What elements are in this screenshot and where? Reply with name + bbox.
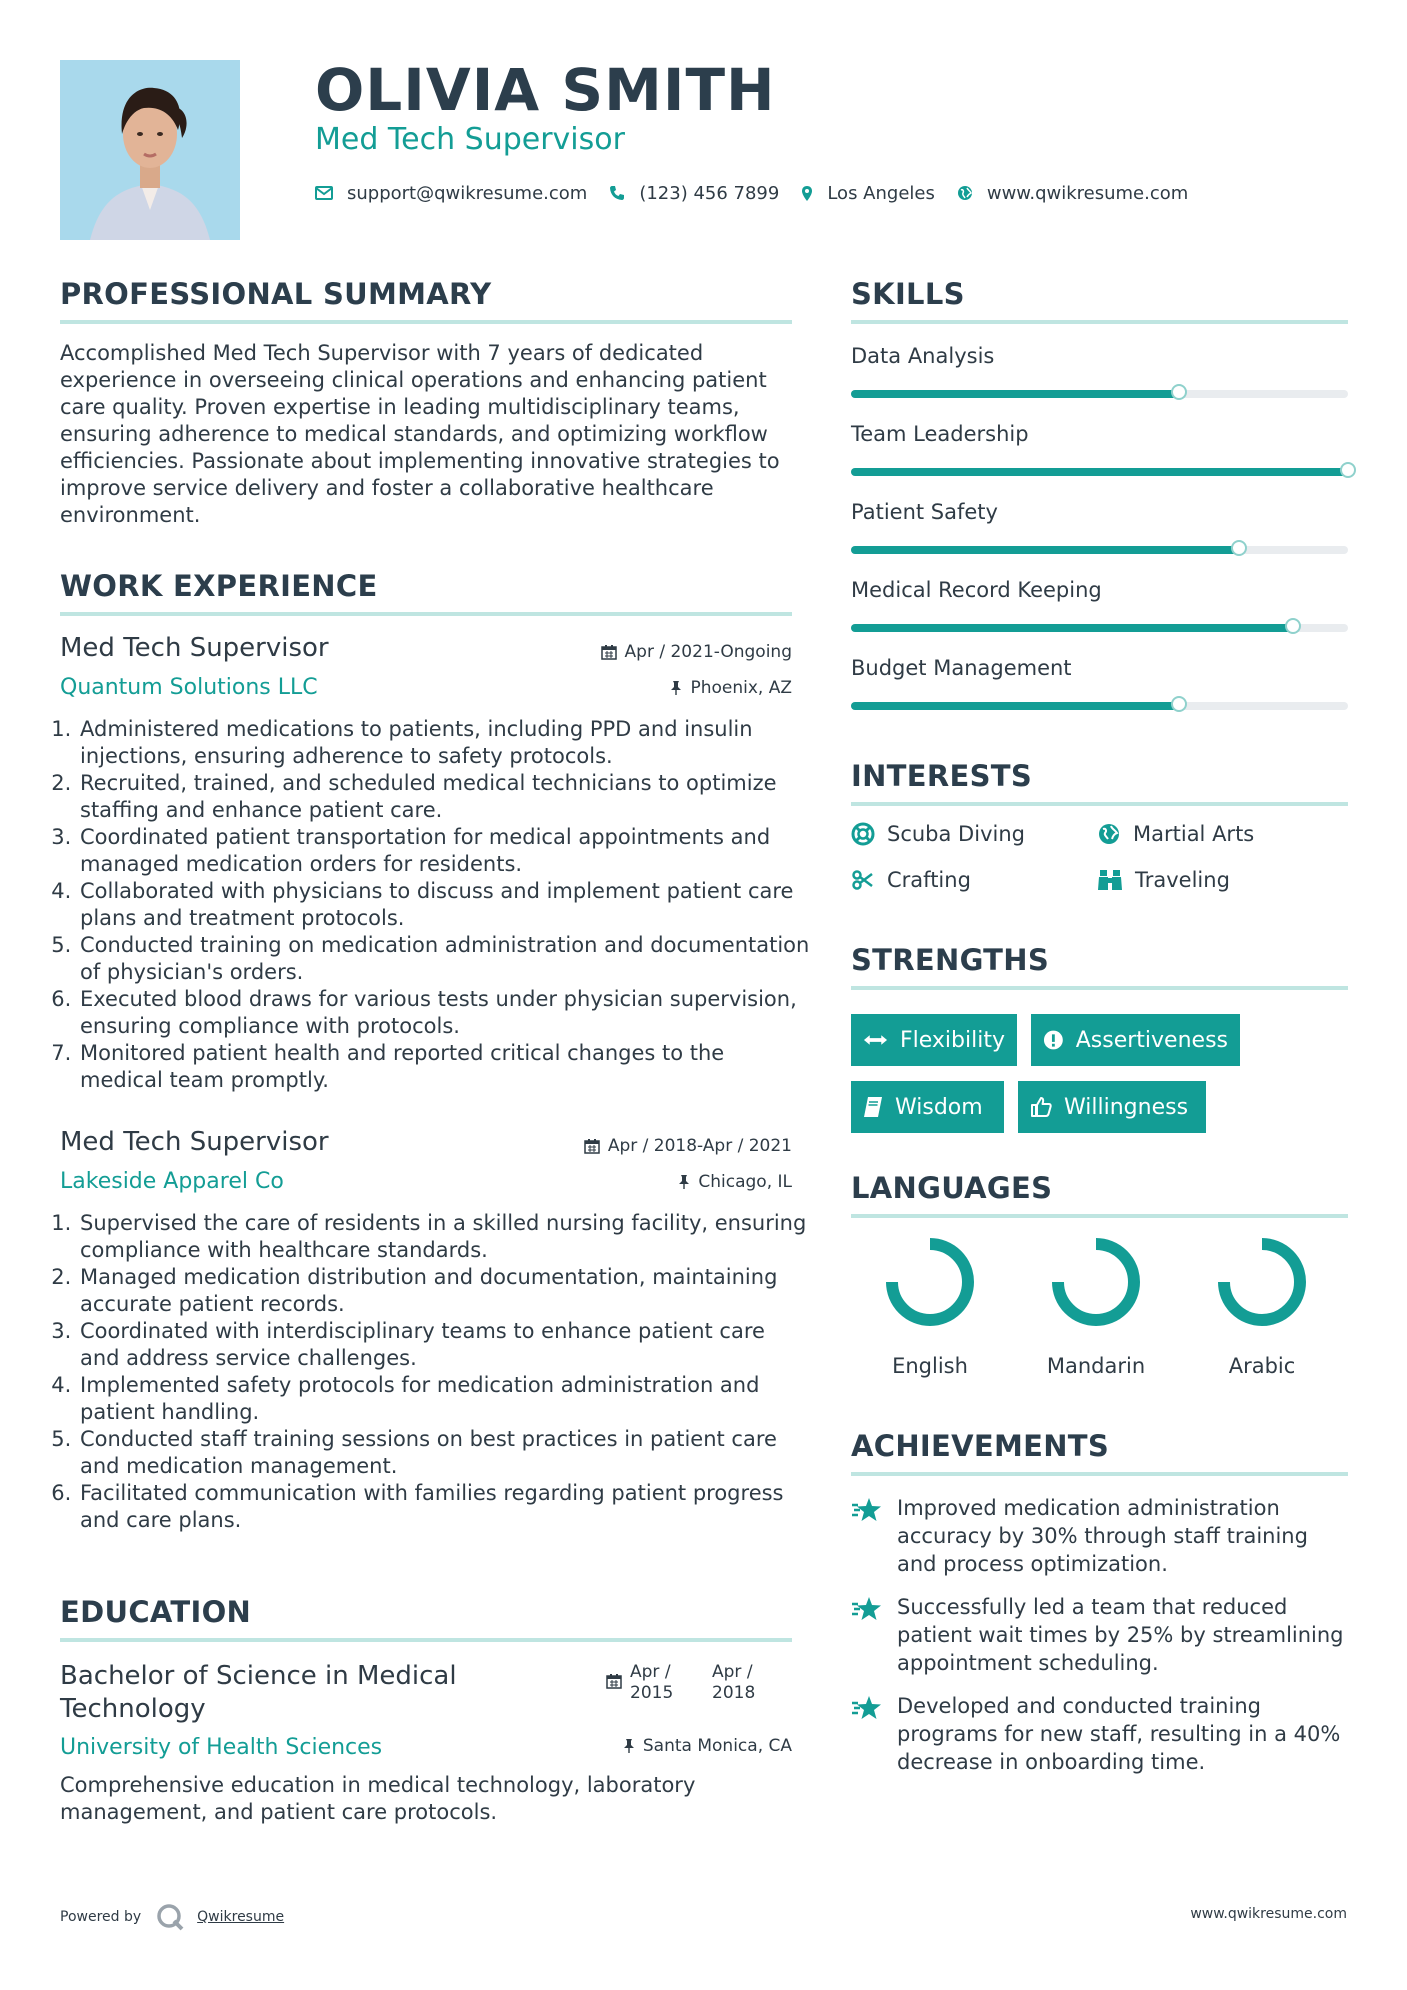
language-ring-mandarin — [1058, 1244, 1134, 1320]
strengths-heading: STRENGTHS — [851, 943, 1050, 977]
website-text: www.qwikresume.com — [986, 182, 1189, 204]
work-divider — [60, 612, 792, 616]
email-text: support@qwikresume.com — [347, 182, 588, 204]
skill-label: Budget Management — [851, 656, 1072, 680]
star-icon — [851, 1595, 883, 1623]
achievement-item — [851, 1593, 1351, 1677]
company-name: Lakeside Apparel Co — [60, 1169, 284, 1194]
skill-label: Data Analysis — [851, 344, 995, 368]
contact-email[interactable] — [315, 183, 587, 204]
qwikresume-logo-icon — [155, 1902, 185, 1932]
language-label: Arabic — [1228, 1354, 1296, 1378]
skill-bar-fill — [851, 390, 1179, 398]
envelope-icon — [315, 186, 333, 200]
skill-bar — [851, 546, 1348, 554]
list-item: 6. Executed blood draws for various tests under physician supervision, ensuring compliance with protocols. — [78, 986, 810, 1040]
skill-bar-fill — [851, 702, 1179, 710]
calendar-icon — [601, 644, 617, 660]
skills-heading: SKILLS — [851, 277, 965, 311]
skill-bar — [851, 468, 1348, 476]
strength-label: Assertiveness — [1075, 1027, 1228, 1053]
list-item: 6. Facilitated communication with families regarding patient progress and care plans. — [78, 1480, 810, 1534]
interest-label: Crafting — [887, 868, 971, 892]
interest-item-scuba — [851, 822, 1025, 846]
education-start — [630, 1662, 688, 1704]
summary-heading: PROFESSIONAL SUMMARY — [60, 277, 492, 311]
list-item: 1. Administered medications to patients, including PPD and insulin injections, ensuring adherence to safety protocols. — [78, 716, 810, 770]
qwikresume-link[interactable]: Qwikresume — [197, 1909, 285, 1925]
powered-by-text: Powered by — [60, 1909, 142, 1925]
language-ring-english — [892, 1244, 968, 1320]
skills-divider — [851, 320, 1348, 324]
job-title: Med Tech Supervisor — [60, 1127, 329, 1157]
skill-bar-knob — [1171, 384, 1187, 400]
phone-icon — [609, 185, 625, 201]
scissors-icon — [851, 868, 875, 892]
skill-label: Team Leadership — [851, 422, 1029, 446]
summary-text: Accomplished Med Tech Supervisor with 7 years of dedicated experience in overseeing clinical operations and enhancing patient care quality. Proven expertise in leading multidisciplinary teams, ensuring adherence to medical standards, and optimizing workflow efficiencies. Passionate about implementing innovative strategies to improve service delivery and foster a collaborative healthcare environment. — [60, 341, 780, 527]
education-end-year: 2018 — [712, 1683, 756, 1703]
list-item: 5. Conducted training on medication administration and documentation of physician's orders. — [78, 932, 810, 986]
achievement-text: Successfully led a team that reduced patient wait times by 25% by streamlining appointment scheduling. — [897, 1595, 1344, 1675]
job-title: Med Tech Supervisor — [60, 633, 329, 663]
job-location-text: Chicago, IL — [698, 1172, 792, 1192]
education-heading: EDUCATION — [60, 1595, 252, 1629]
list-item: 5. Conducted staff training sessions on best practices in patient care and medication management. — [78, 1426, 810, 1480]
list-item: 2. Recruited, trained, and scheduled medical technicians to optimize staffing and enhance patient care. — [78, 770, 810, 824]
skill-label: Medical Record Keeping — [851, 578, 1102, 602]
achievement-item — [851, 1494, 1351, 1578]
education-end — [712, 1662, 755, 1704]
language-rings — [850, 1236, 1350, 1346]
education-start-month: Apr / — [630, 1662, 671, 1682]
education-location — [623, 1736, 792, 1756]
degree-title: Bachelor of Science in Medical Technology — [60, 1661, 457, 1724]
achievement-text: Developed and conducted training programs for new staff, resulting in a 40% decrease in onboarding time. — [897, 1694, 1341, 1774]
job-dates-text: Apr / 2018-Apr / 2021 — [607, 1136, 792, 1156]
strength-badge-assertiveness — [1031, 1014, 1240, 1066]
skill-bar-knob — [1340, 462, 1356, 478]
strength-badge-willingness — [1018, 1081, 1206, 1133]
summary-divider — [60, 320, 792, 324]
portrait-image — [60, 60, 240, 240]
interest-label: Martial Arts — [1133, 822, 1255, 846]
skill-bar — [851, 702, 1348, 710]
interest-item-crafting — [851, 868, 971, 892]
education-end-month: Apr / — [712, 1662, 753, 1682]
strength-badge-wisdom — [851, 1081, 1004, 1133]
company-name: Quantum Solutions LLC — [60, 675, 318, 700]
achievement-item — [851, 1692, 1351, 1776]
job-duties-list — [60, 1210, 810, 1534]
skill-bar-fill — [851, 624, 1293, 632]
interest-label: Scuba Diving — [887, 822, 1025, 846]
footer-powered-by — [60, 1902, 284, 1932]
achievements-divider — [851, 1472, 1348, 1476]
school-name: University of Health Sciences — [60, 1735, 383, 1760]
interest-item-traveling — [1097, 868, 1230, 892]
job-location — [670, 678, 792, 698]
interest-label: Traveling — [1135, 868, 1230, 892]
list-item: 4. Collaborated with physicians to discuss and implement patient care plans and treatment protocols. — [78, 878, 810, 932]
list-item: 3. Coordinated patient transportation for medical appointments and managed medication orders for residents. — [78, 824, 810, 878]
interests-heading: INTERESTS — [851, 759, 1033, 793]
book-icon — [863, 1096, 883, 1118]
globe-icon — [1097, 822, 1121, 846]
pin-icon — [670, 680, 682, 696]
skill-bar-knob — [1285, 618, 1301, 634]
job-dates-text: Apr / 2021-Ongoing — [624, 642, 792, 662]
footer-website[interactable]: www.qwikresume.com — [1190, 1906, 1347, 1922]
thumbs-up-icon — [1030, 1096, 1052, 1118]
map-marker-icon — [801, 185, 813, 202]
interest-item-martial-arts — [1097, 822, 1254, 846]
job-location — [678, 1172, 792, 1192]
pin-icon — [678, 1174, 690, 1190]
job-location-text: Phoenix, AZ — [690, 678, 792, 698]
contact-website[interactable] — [957, 183, 1188, 204]
strengths-divider — [851, 986, 1348, 990]
phone-text: (123) 456 7899 — [639, 182, 780, 204]
interests-divider — [851, 802, 1348, 806]
language-ring-arabic — [1224, 1244, 1300, 1320]
star-icon — [851, 1694, 883, 1722]
job-duties-list — [60, 716, 810, 1094]
education-divider — [60, 1638, 792, 1642]
education-dates — [606, 1662, 755, 1704]
skill-bar-knob — [1231, 540, 1247, 556]
strength-label: Wisdom — [895, 1094, 983, 1120]
strength-label: Willingness — [1064, 1094, 1189, 1120]
education-location-text: Santa Monica, CA — [642, 1736, 792, 1756]
globe-icon — [957, 185, 973, 201]
candidate-name: OLIVIA SMITH — [315, 56, 776, 124]
list-item: 2. Managed medication distribution and documentation, maintaining accurate patient records. — [78, 1264, 810, 1318]
calendar-icon — [584, 1138, 600, 1154]
strength-label: Flexibility — [900, 1027, 1005, 1053]
candidate-role: Med Tech Supervisor — [315, 122, 625, 157]
calendar-icon — [606, 1673, 622, 1689]
education-description: Comprehensive education in medical technology, laboratory management, and patient care protocols. — [60, 1773, 696, 1824]
star-icon — [851, 1496, 883, 1524]
achievements-heading: ACHIEVEMENTS — [851, 1429, 1110, 1463]
arrows-horizontal-icon — [863, 1033, 888, 1047]
list-item: 4. Implemented safety protocols for medication administration and patient handling. — [78, 1372, 810, 1426]
list-item: 7. Monitored patient health and reported critical changes to the medical team promptly. — [78, 1040, 810, 1094]
skill-bar-fill — [851, 468, 1348, 476]
job-dates — [584, 1136, 792, 1156]
contact-bar — [315, 178, 1210, 208]
language-label: Mandarin — [1046, 1354, 1146, 1378]
languages-list — [850, 1236, 1350, 1386]
pin-icon — [623, 1738, 635, 1754]
job-dates — [601, 642, 792, 662]
life-ring-icon — [851, 822, 875, 846]
languages-divider — [851, 1214, 1348, 1218]
education-start-year: 2015 — [630, 1683, 674, 1703]
languages-heading: LANGUAGES — [851, 1171, 1053, 1205]
strength-badge-flexibility — [851, 1014, 1017, 1066]
work-heading: WORK EXPERIENCE — [60, 569, 378, 603]
location-text: Los Angeles — [827, 182, 935, 204]
skill-bar — [851, 390, 1348, 398]
contact-location — [801, 183, 935, 204]
skill-label: Patient Safety — [851, 500, 998, 524]
skill-bar-fill — [851, 546, 1239, 554]
contact-phone[interactable] — [609, 183, 779, 204]
exclamation-circle-icon — [1043, 1029, 1064, 1051]
language-label: English — [892, 1354, 968, 1378]
list-item: 3. Coordinated with interdisciplinary teams to enhance patient care and address service challenges. — [78, 1318, 810, 1372]
binoculars-icon — [1097, 868, 1123, 892]
achievement-text: Improved medication administration accuracy by 30% through staff training and process optimization. — [897, 1496, 1308, 1576]
list-item: 1. Supervised the care of residents in a skilled nursing facility, ensuring compliance with healthcare standards. — [78, 1210, 810, 1264]
skill-bar-knob — [1171, 696, 1187, 712]
profile-photo — [60, 60, 240, 240]
skill-bar — [851, 624, 1348, 632]
